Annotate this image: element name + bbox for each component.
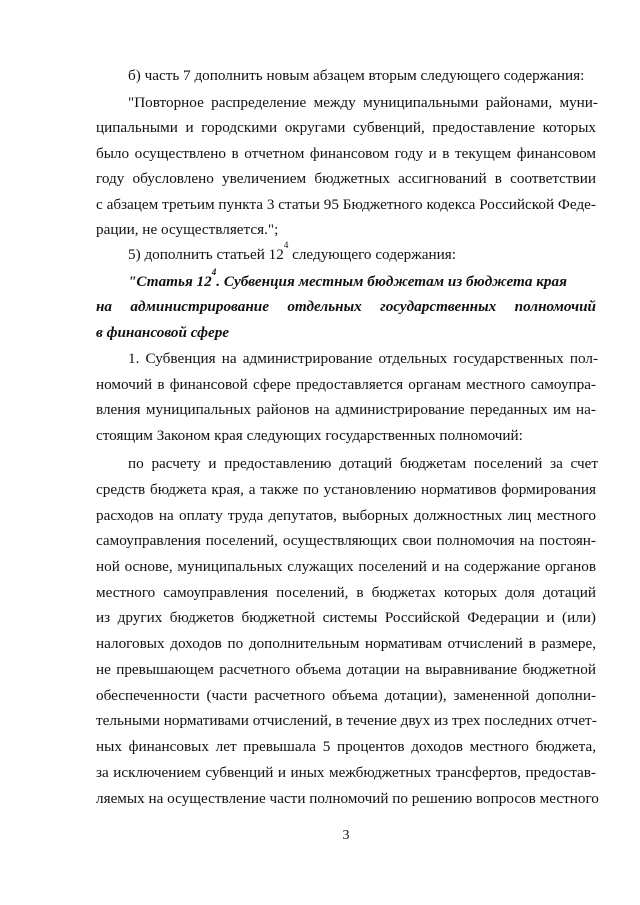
line-text: 5) дополнить статьей 12	[128, 246, 284, 263]
paragraph-line: ной основе, муниципальных служащих поселений и на содержание органов	[96, 558, 596, 575]
line-text: "Статья 12	[128, 273, 212, 290]
paragraph-line: за исключением субвенций и иных межбюджетных трансфертов, предостав-	[96, 764, 596, 781]
paragraph-line: расходов на оплату труда депутатов, выборных должностных лиц местного	[96, 507, 596, 524]
paragraph-line: стоящим Законом края следующих государственных полномочий:	[96, 427, 523, 444]
paragraph-line: рации, не осуществляется.";	[96, 221, 279, 238]
paragraph-line: из других бюджетов бюджетной системы Российской Федерации и (или)	[96, 609, 596, 626]
paragraph-line: году обусловлено увеличением бюджетных ассигнований в соответствии	[96, 170, 596, 187]
page-number: 3	[342, 828, 350, 843]
paragraph-line: средств бюджета края, а также по установлению нормативов формирования	[96, 481, 596, 498]
paragraph-line: ных финансовых лет превышала 5 процентов доходов местного бюджета,	[96, 738, 596, 755]
paragraph-line: местного самоуправления поселений, в бюджетах которых доля дотаций	[96, 584, 596, 601]
paragraph-line	[128, 239, 598, 265]
paragraph-line: по расчету и предоставлению дотаций бюджетам поселений за счет	[128, 455, 598, 472]
superscript: 4	[283, 239, 289, 250]
paragraph-line: самоуправления поселений, осуществляющих свои полномочия на постоян-	[96, 532, 596, 549]
line-text: следующего содержания:	[288, 246, 456, 263]
paragraph-line: налоговых доходов по дополнительным нормативам отчислений в размере,	[96, 635, 596, 652]
paragraph-line: обеспеченности (части расчетного объема дотации), замененной дополни-	[96, 687, 596, 704]
paragraph-line: б) часть 7 дополнить новым абзацем вторым следующего содержания:	[128, 67, 585, 84]
paragraph-line: номочий в финансовой сфере предоставляется органам местного самоупра-	[96, 376, 596, 393]
paragraph-line: не превышающем расчетного объема дотации на выравнивание бюджетной	[96, 661, 596, 678]
paragraph-line: с абзацем третьим пункта 3 статьи 95 Бюджетного кодекса Российской Феде-	[96, 196, 596, 213]
paragraph-line: 1. Субвенция на администрирование отдельных государственных пол-	[128, 350, 598, 367]
line-text: . Субвенция местным бюджетам из бюджета края	[216, 273, 567, 290]
paragraph-line: вления муниципальных районов на администрирование переданных им на-	[96, 401, 596, 418]
paragraph-line: ципальными и городскими округами субвенций, предоставление которых	[96, 119, 596, 136]
superscript: 4	[211, 266, 217, 277]
paragraph-line: ляемых на осуществление части полномочий по решению вопросов местного	[96, 790, 599, 807]
article-heading-line: в финансовой сфере	[96, 324, 230, 341]
article-heading-line: на администрирование отдельных государственных полномочий	[96, 298, 596, 315]
article-heading-line	[128, 266, 598, 292]
paragraph-line: тельными нормативами отчислений, в течение двух из трех последних отчет-	[96, 712, 597, 729]
paragraph-line: было осуществлено в отчетном финансовом году и в текущем финансовом	[96, 145, 596, 162]
paragraph-line: "Повторное распределение между муниципальными районами, муни-	[128, 94, 598, 111]
